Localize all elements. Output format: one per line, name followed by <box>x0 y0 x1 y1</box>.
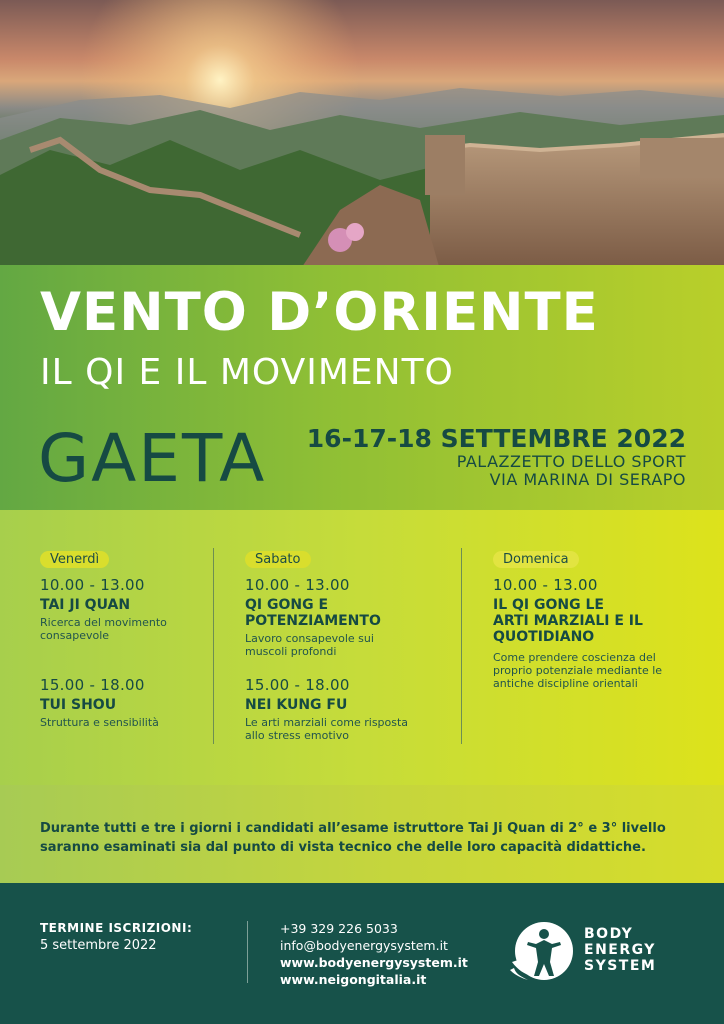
day-label: Domenica <box>493 551 579 568</box>
session-time: 15.00 - 18.00 <box>40 676 145 694</box>
deadline-label: TERMINE ISCRIZIONI: <box>40 921 193 935</box>
session-description: Le arti marziali come risposta allo stress emotivo <box>245 716 409 742</box>
session-title: IL QI GONG LE ARTI MARZIALI E IL QUOTIDIANO <box>493 597 643 645</box>
schedule-column-friday <box>40 548 200 729</box>
schedule-column-sunday <box>493 548 693 690</box>
event-info <box>307 424 686 489</box>
session-title: NEI KUNG FU <box>245 697 348 713</box>
column-divider <box>213 548 214 744</box>
registration-deadline <box>40 921 192 953</box>
session-time: 15.00 - 18.00 <box>245 676 350 694</box>
session-time: 10.00 - 13.00 <box>493 576 598 594</box>
event-dates: 16-17-18 SETTEMBRE 2022 <box>306 424 686 453</box>
sub-title: IL QI E IL MOVIMENTO <box>40 352 454 393</box>
session-description: Come prendere coscienza del proprio potenziale mediante le antiche discipline orientali <box>493 651 663 690</box>
city-name: GAETA <box>38 420 267 497</box>
event-address: VIA MARINA DI SERAPO <box>489 470 686 489</box>
phone-number[interactable]: +39 329 226 5033 <box>280 921 398 936</box>
great-wall-photo <box>0 0 724 270</box>
website-link[interactable]: www.bodyenergysystem.it <box>280 955 468 970</box>
session-time: 10.00 - 13.00 <box>40 576 145 594</box>
email-link[interactable]: info@bodyenergysystem.it <box>280 938 448 953</box>
session-title: QI GONG E POTENZIAMENTO <box>245 597 381 629</box>
body-energy-system-logo-icon <box>508 918 578 984</box>
schedule-column-saturday <box>245 548 435 742</box>
body-energy-system-logo <box>508 918 698 984</box>
website-link[interactable]: www.neigongitalia.it <box>280 972 427 987</box>
session-title: TAI JI QUAN <box>40 597 131 613</box>
column-divider <box>461 548 462 744</box>
event-venue: PALAZZETTO DELLO SPORT <box>456 452 686 471</box>
exam-note: Durante tutti e tre i giorni i candidati all’esame istruttore Tai Ji Quan di 2° e 3° livello saranno esaminati sia dal punto di vista tecnico che delle loro capacità didattiche. <box>40 821 666 855</box>
contacts <box>280 920 468 988</box>
deadline-date: 5 settembre 2022 <box>40 938 157 953</box>
day-label: Sabato <box>245 551 311 568</box>
day-label: Venerdì <box>40 551 109 568</box>
session-description: Struttura e sensibilità <box>40 716 159 729</box>
session-time: 10.00 - 13.00 <box>245 576 350 594</box>
logo-wordmark: BODY ENERGY SYSTEM <box>584 926 657 974</box>
main-title: VENTO D’ORIENTE <box>40 282 599 343</box>
footer-divider <box>247 921 248 983</box>
session-title: TUI SHOU <box>40 697 117 713</box>
session-description: Ricerca del movimento consapevole <box>40 616 167 642</box>
session-description: Lavoro consapevole sui muscoli profondi <box>245 632 374 658</box>
